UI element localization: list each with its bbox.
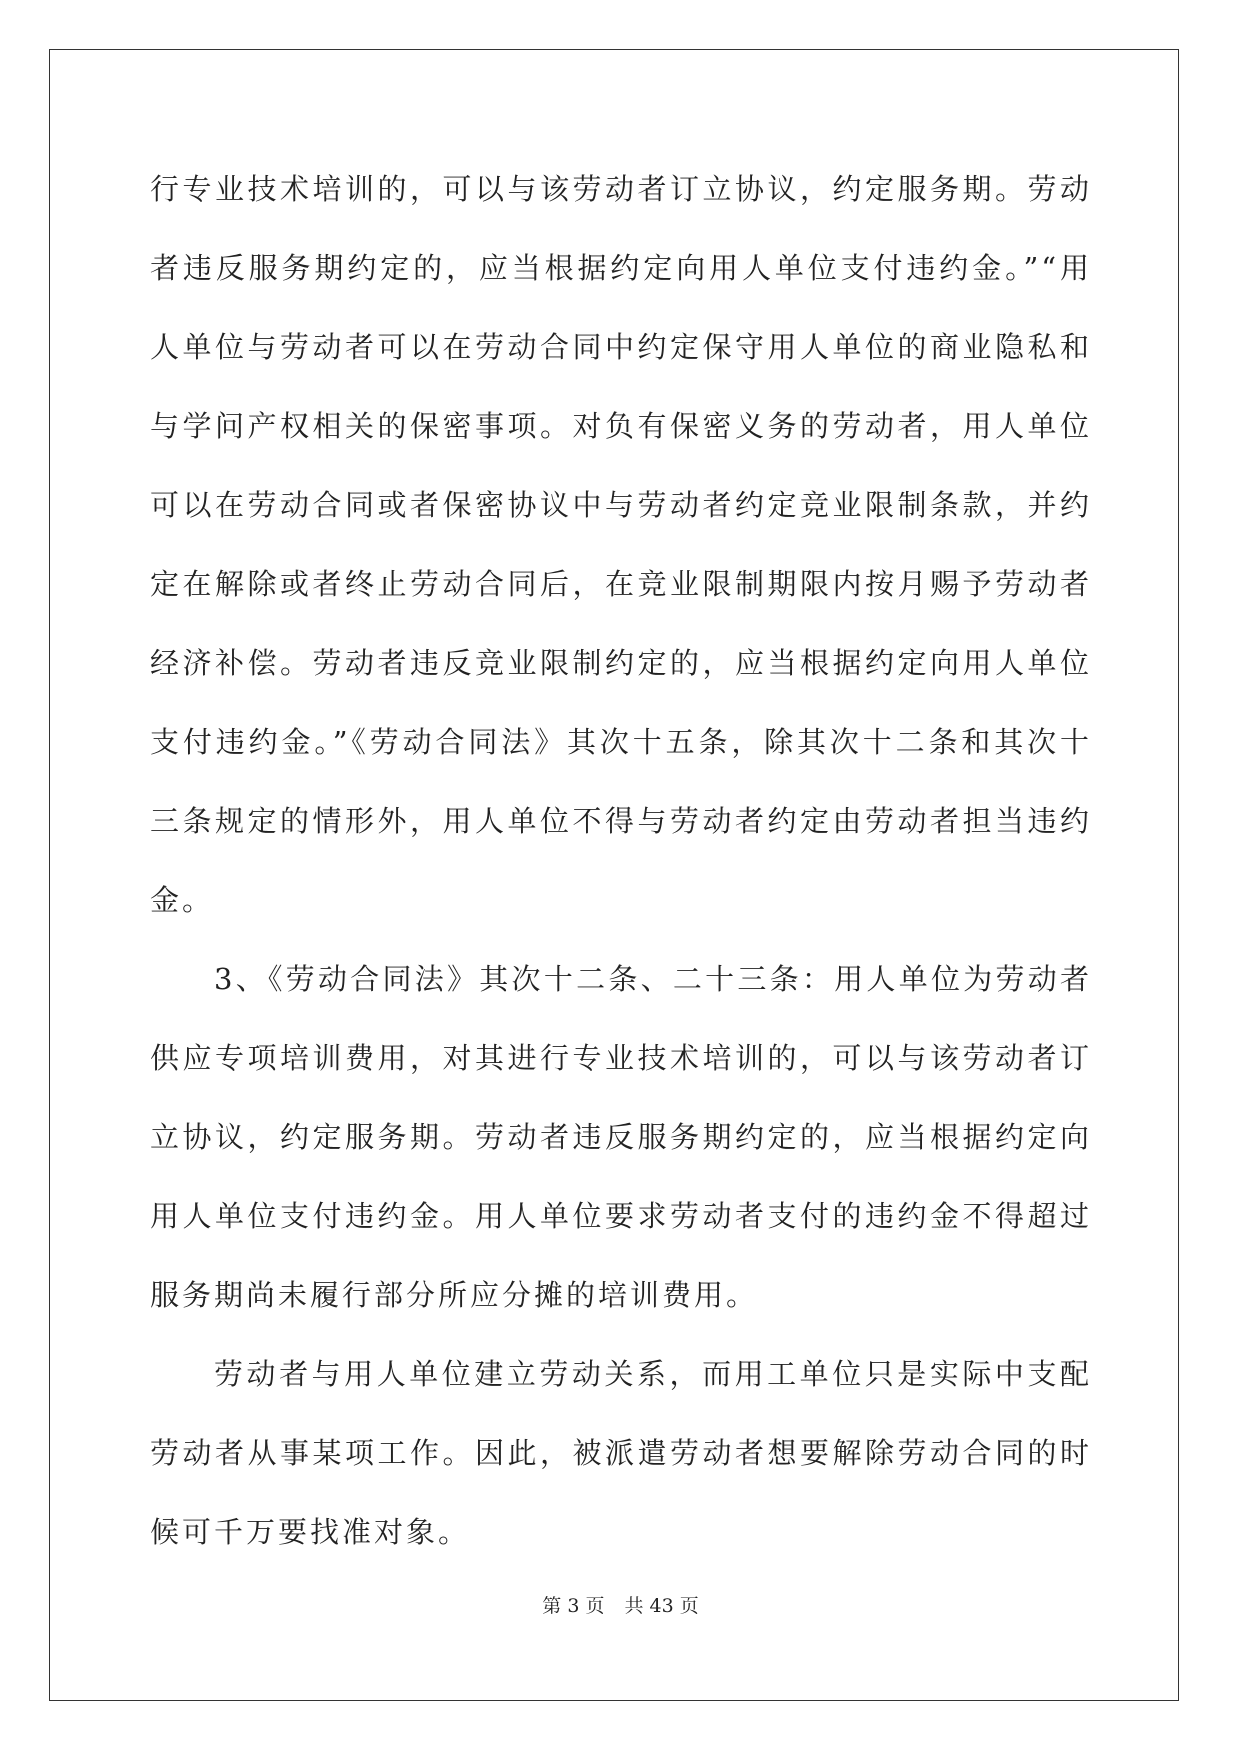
- page-footer: [0, 1591, 1241, 1618]
- paragraph-2: 3、《劳动合同法》其次十二条、二十三条：用人单位为劳动者供应专项培训费用，对其进行专业技术培训的，可以与该劳动者订立协议，约定服务期。劳动者违反服务期约定的，应当根据约定向用人单位支付违约金。用人单位要求劳动者支付的违约金不得超过服务期尚未履行部分所应分摊的培训费用。: [150, 962, 1092, 1312]
- paragraph-3: 劳动者与用人单位建立劳动关系，而用工单位只是实际中支配劳动者从事某项工作。因此，被派遣劳动者想要解除劳动合同的时候可千万要找准对象。: [150, 1357, 1092, 1549]
- paragraph-1: 行专业技术培训的，可以与该劳动者订立协议，约定服务期。劳动者违反服务期约定的，应当根据约定向用人单位支付违约金。”“用人单位与劳动者可以在劳动合同中约定保守用人单位的商业隐私和与学问产权相关的保密事项。对负有保密义务的劳动者，用人单位可以在劳动合同或者保密协议中与劳动者约定竞业限制条款，并约定在解除或者终止劳动合同后，在竞业限制期限内按月赐予劳动者经济补偿。劳动者违反竞业限制约定的，应当根据约定向用人单位支付违约金。”《劳动合同法》其次十五条，除其次十二条和其次十三条规定的情形外，用人单位不得与劳动者约定由劳动者担当违约金。: [150, 172, 1092, 917]
- total-pages-label: 共 43 页: [624, 1595, 699, 1617]
- document-body: [150, 150, 1092, 1549]
- current-page-label: 第 3 页: [542, 1595, 605, 1617]
